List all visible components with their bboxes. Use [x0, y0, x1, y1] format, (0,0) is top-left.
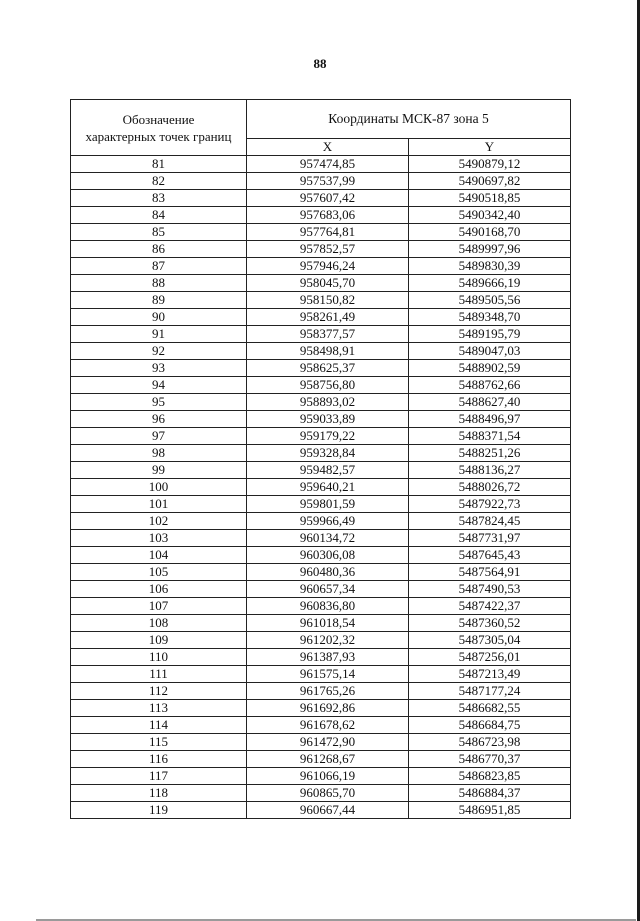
- x-coordinate-cell: 957474,85: [247, 156, 409, 173]
- table-row: [71, 734, 571, 751]
- point-cell: 106: [71, 581, 247, 598]
- y-column-header: Y: [409, 139, 571, 156]
- point-cell: 96: [71, 411, 247, 428]
- table-row: [71, 190, 571, 207]
- x-coordinate-cell: 959328,84: [247, 445, 409, 462]
- y-coordinate-cell: 5490697,82: [409, 173, 571, 190]
- point-cell: 93: [71, 360, 247, 377]
- y-coordinate-cell: 5487731,97: [409, 530, 571, 547]
- y-coordinate-cell: 5488251,26: [409, 445, 571, 462]
- y-coordinate-cell: 5487177,24: [409, 683, 571, 700]
- x-coordinate-cell: 957764,81: [247, 224, 409, 241]
- y-coordinate-cell: 5486723,98: [409, 734, 571, 751]
- table-row: [71, 258, 571, 275]
- y-coordinate-cell: 5488496,97: [409, 411, 571, 428]
- x-coordinate-cell: 961765,26: [247, 683, 409, 700]
- table-row: [71, 530, 571, 547]
- table-row: [71, 564, 571, 581]
- y-coordinate-cell: 5490342,40: [409, 207, 571, 224]
- point-cell: 101: [71, 496, 247, 513]
- y-coordinate-cell: 5488136,27: [409, 462, 571, 479]
- point-cell: 118: [71, 785, 247, 802]
- point-label-header-line2: характерных точек границ: [85, 128, 232, 144]
- table-row: [71, 377, 571, 394]
- y-coordinate-cell: 5490168,70: [409, 224, 571, 241]
- y-coordinate-cell: 5489830,39: [409, 258, 571, 275]
- table-row: [71, 241, 571, 258]
- point-label-header-line1: Обозначение: [122, 111, 195, 127]
- x-coordinate-cell: 958756,80: [247, 377, 409, 394]
- table-row: [71, 615, 571, 632]
- y-coordinate-cell: 5489348,70: [409, 309, 571, 326]
- y-coordinate-cell: 5487490,53: [409, 581, 571, 598]
- y-coordinate-cell: 5490879,12: [409, 156, 571, 173]
- table-row: [71, 156, 571, 173]
- table-row: [71, 275, 571, 292]
- x-coordinate-cell: 961018,54: [247, 615, 409, 632]
- point-cell: 88: [71, 275, 247, 292]
- point-cell: 104: [71, 547, 247, 564]
- point-cell: 81: [71, 156, 247, 173]
- point-cell: 86: [71, 241, 247, 258]
- point-cell: 113: [71, 700, 247, 717]
- x-coordinate-cell: 961692,86: [247, 700, 409, 717]
- y-coordinate-cell: 5487645,43: [409, 547, 571, 564]
- y-coordinate-cell: 5486684,75: [409, 717, 571, 734]
- point-cell: 91: [71, 326, 247, 343]
- point-cell: 117: [71, 768, 247, 785]
- y-coordinate-cell: 5487564,91: [409, 564, 571, 581]
- table-row: [71, 598, 571, 615]
- y-coordinate-cell: 5486951,85: [409, 802, 571, 819]
- table-row: [71, 292, 571, 309]
- point-cell: 82: [71, 173, 247, 190]
- y-coordinate-cell: 5489505,56: [409, 292, 571, 309]
- point-cell: 100: [71, 479, 247, 496]
- x-coordinate-cell: 959033,89: [247, 411, 409, 428]
- point-cell: 98: [71, 445, 247, 462]
- table-row: [71, 326, 571, 343]
- y-coordinate-cell: 5488371,54: [409, 428, 571, 445]
- table-row: [71, 683, 571, 700]
- table-header-row: [71, 100, 571, 139]
- table-row: [71, 394, 571, 411]
- point-cell: 102: [71, 513, 247, 530]
- point-cell: 94: [71, 377, 247, 394]
- y-coordinate-cell: 5486884,37: [409, 785, 571, 802]
- point-cell: 90: [71, 309, 247, 326]
- table-body: [71, 156, 571, 819]
- y-coordinate-cell: 5486770,37: [409, 751, 571, 768]
- page-number: 88: [313, 56, 327, 71]
- table-row: [71, 479, 571, 496]
- table-row: [71, 666, 571, 683]
- x-coordinate-cell: 960480,36: [247, 564, 409, 581]
- table-row: [71, 428, 571, 445]
- table-row: [71, 785, 571, 802]
- point-cell: 119: [71, 802, 247, 819]
- coordinates-table: [70, 99, 571, 819]
- x-coordinate-cell: 960865,70: [247, 785, 409, 802]
- x-coordinate-cell: 961472,90: [247, 734, 409, 751]
- point-cell: 103: [71, 530, 247, 547]
- point-cell: 83: [71, 190, 247, 207]
- table-row: [71, 445, 571, 462]
- table-row: [71, 462, 571, 479]
- x-coordinate-cell: 960134,72: [247, 530, 409, 547]
- y-coordinate-cell: 5486682,55: [409, 700, 571, 717]
- table-row: [71, 547, 571, 564]
- point-cell: 84: [71, 207, 247, 224]
- point-cell: 115: [71, 734, 247, 751]
- point-cell: 109: [71, 632, 247, 649]
- y-coordinate-cell: 5488762,66: [409, 377, 571, 394]
- point-cell: 95: [71, 394, 247, 411]
- x-coordinate-cell: 957537,99: [247, 173, 409, 190]
- x-coordinate-cell: 961066,19: [247, 768, 409, 785]
- table-row: [71, 360, 571, 377]
- y-coordinate-cell: 5487824,45: [409, 513, 571, 530]
- x-coordinate-cell: 959966,49: [247, 513, 409, 530]
- table-row: [71, 173, 571, 190]
- point-cell: 108: [71, 615, 247, 632]
- point-cell: 99: [71, 462, 247, 479]
- y-coordinate-cell: 5487922,73: [409, 496, 571, 513]
- y-coordinate-cell: 5487213,49: [409, 666, 571, 683]
- table-row: [71, 700, 571, 717]
- y-coordinate-cell: 5487422,37: [409, 598, 571, 615]
- point-cell: 107: [71, 598, 247, 615]
- point-cell: 92: [71, 343, 247, 360]
- y-coordinate-cell: 5490518,85: [409, 190, 571, 207]
- table-row: [71, 751, 571, 768]
- point-cell: 89: [71, 292, 247, 309]
- x-coordinate-cell: 958045,70: [247, 275, 409, 292]
- x-coordinate-cell: 960667,44: [247, 802, 409, 819]
- x-coordinate-cell: 958893,02: [247, 394, 409, 411]
- table-row: [71, 224, 571, 241]
- point-cell: 105: [71, 564, 247, 581]
- table-row: [71, 343, 571, 360]
- x-coordinate-cell: 961678,62: [247, 717, 409, 734]
- x-coordinate-cell: 957683,06: [247, 207, 409, 224]
- table-row: [71, 581, 571, 598]
- x-coordinate-cell: 958498,91: [247, 343, 409, 360]
- y-coordinate-cell: 5488026,72: [409, 479, 571, 496]
- y-coordinate-cell: 5487305,04: [409, 632, 571, 649]
- point-cell: 97: [71, 428, 247, 445]
- x-coordinate-cell: 958150,82: [247, 292, 409, 309]
- x-coordinate-cell: 960306,08: [247, 547, 409, 564]
- x-column-header: X: [247, 139, 409, 156]
- table-row: [71, 768, 571, 785]
- point-cell: 85: [71, 224, 247, 241]
- y-coordinate-cell: 5489666,19: [409, 275, 571, 292]
- point-cell: 114: [71, 717, 247, 734]
- x-coordinate-cell: 957852,57: [247, 241, 409, 258]
- x-coordinate-cell: 957607,42: [247, 190, 409, 207]
- x-coordinate-cell: 958261,49: [247, 309, 409, 326]
- point-cell: 110: [71, 649, 247, 666]
- x-coordinate-cell: 958377,57: [247, 326, 409, 343]
- x-coordinate-cell: 961202,32: [247, 632, 409, 649]
- x-coordinate-cell: 959179,22: [247, 428, 409, 445]
- point-cell: 87: [71, 258, 247, 275]
- table-row: [71, 717, 571, 734]
- y-coordinate-cell: 5487360,52: [409, 615, 571, 632]
- x-coordinate-cell: 961268,67: [247, 751, 409, 768]
- point-cell: 111: [71, 666, 247, 683]
- x-coordinate-cell: 957946,24: [247, 258, 409, 275]
- table-row: [71, 513, 571, 530]
- x-coordinate-cell: 959482,57: [247, 462, 409, 479]
- x-coordinate-cell: 959640,21: [247, 479, 409, 496]
- point-label-header: [71, 100, 247, 156]
- y-coordinate-cell: 5486823,85: [409, 768, 571, 785]
- x-coordinate-cell: 960657,34: [247, 581, 409, 598]
- y-coordinate-cell: 5488902,59: [409, 360, 571, 377]
- table-row: [71, 207, 571, 224]
- x-coordinate-cell: 961387,93: [247, 649, 409, 666]
- table-row: [71, 802, 571, 819]
- y-coordinate-cell: 5488627,40: [409, 394, 571, 411]
- y-coordinate-cell: 5489997,96: [409, 241, 571, 258]
- table-row: [71, 649, 571, 666]
- y-coordinate-cell: 5489195,79: [409, 326, 571, 343]
- point-cell: 112: [71, 683, 247, 700]
- point-cell: 116: [71, 751, 247, 768]
- x-coordinate-cell: 959801,59: [247, 496, 409, 513]
- table-row: [71, 309, 571, 326]
- table-row: [71, 632, 571, 649]
- x-coordinate-cell: 961575,14: [247, 666, 409, 683]
- y-coordinate-cell: 5487256,01: [409, 649, 571, 666]
- x-coordinate-cell: 960836,80: [247, 598, 409, 615]
- coordinates-header: Координаты МСК-87 зона 5: [247, 100, 571, 139]
- y-coordinate-cell: 5489047,03: [409, 343, 571, 360]
- table-row: [71, 496, 571, 513]
- x-coordinate-cell: 958625,37: [247, 360, 409, 377]
- table-row: [71, 411, 571, 428]
